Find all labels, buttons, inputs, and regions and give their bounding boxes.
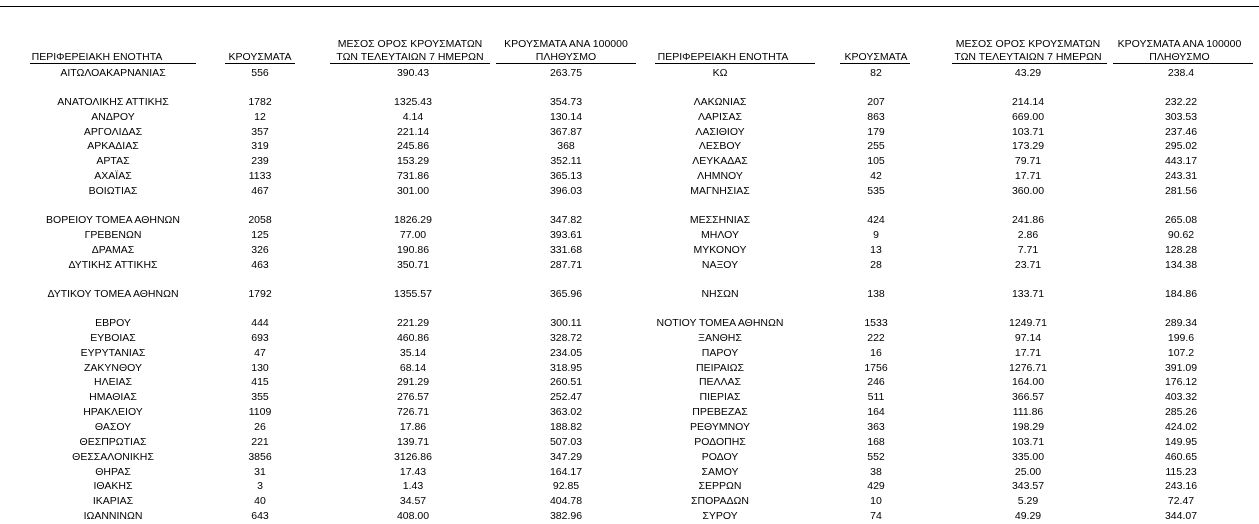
cell-avg: 25.00 xyxy=(1014,466,1042,478)
cell-per: 134.38 xyxy=(1164,259,1198,271)
cell-region: ΗΛΕΙΑΣ xyxy=(93,376,133,388)
cell-cases: 3856 xyxy=(248,451,272,463)
cell-per: 347.29 xyxy=(549,451,583,463)
cell-per: 460.65 xyxy=(1164,451,1198,463)
cell-avg: 49.29 xyxy=(1014,510,1042,522)
cell-per: 354.73 xyxy=(549,96,583,108)
cell-avg: 301.00 xyxy=(396,185,430,197)
cell-avg: 343.57 xyxy=(1011,480,1045,492)
cell-avg: 198.29 xyxy=(1011,421,1045,433)
header-region-right: ΠΕΡΙΦΕΡΕΙΑΚΗ ΕΝΟΤΗΤΑ xyxy=(657,51,789,63)
cell-cases: 221 xyxy=(251,436,269,448)
cell-per: 295.02 xyxy=(1164,140,1198,152)
header-underline xyxy=(496,63,636,64)
cell-cases: 444 xyxy=(251,317,269,329)
header-avg-right-line2: ΤΩΝ ΤΕΛΕΥΤΑΙΩΝ 7 ΗΜΕΡΩΝ xyxy=(954,51,1102,63)
cell-avg: 23.71 xyxy=(1014,259,1042,271)
cell-per: 90.62 xyxy=(1167,229,1195,241)
cell-cases: 552 xyxy=(867,451,885,463)
cell-region: ΛΑΡΙΣΑΣ xyxy=(698,111,742,123)
cell-region: ΖΑΚΥΝΘΟΥ xyxy=(83,362,143,374)
cell-avg: 17.71 xyxy=(1014,347,1042,359)
cell-region: ΠΡΕΒΕΖΑΣ xyxy=(692,406,748,418)
cell-region: ΜΥΚΟΝΟΥ xyxy=(693,244,747,256)
cell-cases: 222 xyxy=(867,332,885,344)
cell-avg: 1.43 xyxy=(402,480,424,492)
cell-cases: 355 xyxy=(251,391,269,403)
cell-avg: 17.43 xyxy=(399,466,427,478)
cell-region: ΣΑΜΟΥ xyxy=(701,466,739,478)
cell-per: 403.32 xyxy=(1164,391,1198,403)
cell-avg: 164.00 xyxy=(1011,376,1045,388)
cell-per: 285.26 xyxy=(1164,406,1198,418)
cell-region: ΘΑΣΟΥ xyxy=(94,421,132,433)
cell-avg: 77.00 xyxy=(399,229,427,241)
cell-cases: 511 xyxy=(867,391,885,403)
cell-per: 424.02 xyxy=(1164,421,1198,433)
cell-cases: 31 xyxy=(254,466,266,478)
cell-region: ΘΕΣΣΑΛΟΝΙΚΗΣ xyxy=(72,451,154,463)
cell-cases: 38 xyxy=(870,466,882,478)
cell-cases: 130 xyxy=(251,362,269,374)
cell-cases: 363 xyxy=(867,421,885,433)
cell-cases: 1756 xyxy=(864,362,888,374)
cell-per: 382.96 xyxy=(549,510,583,522)
cell-avg: 245.86 xyxy=(396,140,430,152)
cell-cases: 1782 xyxy=(248,96,272,108)
cell-avg: 43.29 xyxy=(1014,67,1042,79)
cell-avg: 3126.86 xyxy=(394,451,432,463)
cell-avg: 2.86 xyxy=(1017,229,1039,241)
cell-region: ΣΕΡΡΩΝ xyxy=(698,480,742,492)
cell-region: ΒΟΡΕΙΟΥ ΤΟΜΕΑ ΑΘΗΝΩΝ xyxy=(46,214,180,226)
cell-avg: 214.14 xyxy=(1011,96,1045,108)
cell-cases: 239 xyxy=(251,155,269,167)
cell-cases: 319 xyxy=(251,140,269,152)
cell-avg: 335.00 xyxy=(1011,451,1045,463)
cell-region: ΝΑΞΟΥ xyxy=(701,259,739,271)
cell-region: ΓΡΕΒΕΝΩΝ xyxy=(84,229,142,241)
cell-per: 287.71 xyxy=(549,259,583,271)
cell-avg: 1325.43 xyxy=(394,96,432,108)
cell-avg: 241.86 xyxy=(1011,214,1045,226)
cell-region: ΙΘΑΚΗΣ xyxy=(93,480,133,492)
cell-avg: 360.00 xyxy=(1011,185,1045,197)
header-avg-left xyxy=(320,38,500,64)
cell-per: 243.31 xyxy=(1164,170,1198,182)
cell-avg: 68.14 xyxy=(399,362,427,374)
cell-avg: 103.71 xyxy=(1011,436,1045,448)
cell-region: ΞΑΝΘΗΣ xyxy=(698,332,742,344)
cell-per: 115.23 xyxy=(1165,466,1197,478)
cell-cases: 74 xyxy=(870,510,882,522)
cell-region: ΗΜΑΘΙΑΣ xyxy=(89,391,137,403)
cell-region: ΔΡΑΜΑΣ xyxy=(91,244,135,256)
cell-region: ΜΗΛΟΥ xyxy=(701,229,739,241)
cell-per: 265.08 xyxy=(1164,214,1198,226)
cell-cases: 1109 xyxy=(248,406,272,418)
cell-region: ΛΑΚΩΝΙΑΣ xyxy=(693,96,747,108)
cell-per: 344.07 xyxy=(1164,510,1198,522)
cell-region: ΑΡΓΟΛΙΔΑΣ xyxy=(83,126,143,138)
cell-avg: 276.57 xyxy=(396,391,430,403)
cell-cases: 12 xyxy=(254,111,266,123)
cell-region: ΝΗΣΩΝ xyxy=(701,288,739,300)
cell-cases: 168 xyxy=(867,436,885,448)
cell-avg: 408.00 xyxy=(396,510,430,522)
cell-region: ΚΩ xyxy=(712,67,728,79)
cell-per: 391.09 xyxy=(1164,362,1198,374)
cell-cases: 415 xyxy=(251,376,269,388)
cell-region: ΣΠΟΡΑΔΩΝ xyxy=(691,495,749,507)
cell-per: 300.11 xyxy=(550,317,582,329)
cell-avg: 1355.57 xyxy=(394,288,432,300)
cell-per: 363.02 xyxy=(549,406,583,418)
cell-region: ΕΥΒΟΙΑΣ xyxy=(90,332,136,344)
header-underline xyxy=(330,63,490,64)
cell-region: ΒΟΙΩΤΙΑΣ xyxy=(88,185,138,197)
cell-per: 176.12 xyxy=(1164,376,1198,388)
cell-region: ΙΚΑΡΙΑΣ xyxy=(92,495,134,507)
cell-per: 365.13 xyxy=(549,170,583,182)
cell-region: ΡΟΔΟΥ xyxy=(701,451,739,463)
cell-avg: 4.14 xyxy=(402,111,424,123)
cell-avg: 17.71 xyxy=(1014,170,1042,182)
cell-region: ΛΗΜΝΟΥ xyxy=(697,170,743,182)
cell-avg: 103.71 xyxy=(1011,126,1045,138)
header-avg-left-line1: ΜΕΣΟΣ ΟΡΟΣ ΚΡΟΥΣΜΑΤΩΝ xyxy=(337,38,483,50)
cell-cases: 47 xyxy=(254,347,266,359)
cell-per: 507.03 xyxy=(549,436,583,448)
cell-per: 443.17 xyxy=(1164,155,1198,167)
cell-cases: 535 xyxy=(867,185,885,197)
cell-avg: 221.29 xyxy=(396,317,430,329)
header-avg-right-line1: ΜΕΣΟΣ ΟΡΟΣ ΚΡΟΥΣΜΑΤΩΝ xyxy=(955,38,1101,50)
cell-avg: 350.71 xyxy=(396,259,430,271)
cell-cases: 10 xyxy=(870,495,882,507)
cell-region: ΕΥΡΥΤΑΝΙΑΣ xyxy=(80,347,146,359)
cell-region: ΑΡΤΑΣ xyxy=(96,155,130,167)
cell-region: ΔΥΤΙΚΗΣ ΑΤΤΙΚΗΣ xyxy=(68,259,158,271)
cell-per: 367.87 xyxy=(549,126,583,138)
cell-region: ΑΙΤΩΛΟΑΚΑΡΝΑΝΙΑΣ xyxy=(60,67,166,79)
cell-per: 281.56 xyxy=(1164,185,1198,197)
header-underline xyxy=(952,63,1107,64)
cell-avg: 669.00 xyxy=(1011,111,1045,123)
cell-per: 260.51 xyxy=(549,376,583,388)
header-per-left-line2: ΠΛΗΘΥΣΜΟ xyxy=(535,51,597,63)
cell-per: 393.61 xyxy=(549,229,583,241)
cell-per: 237.46 xyxy=(1164,126,1198,138)
cell-region: ΠΑΡΟΥ xyxy=(701,347,739,359)
cell-avg: 35.14 xyxy=(399,347,427,359)
cell-avg: 460.86 xyxy=(396,332,430,344)
cell-avg: 34.57 xyxy=(399,495,427,507)
cell-avg: 5.29 xyxy=(1017,495,1039,507)
cell-region: ΑΝΑΤΟΛΙΚΗΣ ΑΤΤΙΚΗΣ xyxy=(57,96,169,108)
cell-region: ΛΑΣΙΘΙΟΥ xyxy=(695,126,745,138)
cell-region: ΑΧΑΪΑΣ xyxy=(94,170,132,182)
cell-region: ΣΥΡΟΥ xyxy=(702,510,738,522)
cell-per: 318.95 xyxy=(549,362,583,374)
cell-per: 396.03 xyxy=(549,185,583,197)
cell-cases: 82 xyxy=(870,67,882,79)
cell-avg: 731.86 xyxy=(396,170,430,182)
cell-cases: 255 xyxy=(867,140,885,152)
cell-cases: 3 xyxy=(257,480,263,492)
cell-region: ΙΩΑΝΝΙΝΩΝ xyxy=(83,510,143,522)
header-per-right xyxy=(1100,38,1259,64)
cell-per: 107.2 xyxy=(1167,347,1195,359)
cell-per: 303.53 xyxy=(1164,111,1198,123)
cell-per: 164.17 xyxy=(549,466,583,478)
cell-per: 234.05 xyxy=(549,347,583,359)
cell-cases: 26 xyxy=(254,421,266,433)
cell-cases: 9 xyxy=(873,229,879,241)
cell-region: ΜΑΓΝΗΣΙΑΣ xyxy=(690,185,750,197)
cell-per: 199.6 xyxy=(1167,332,1195,344)
cell-avg: 726.71 xyxy=(396,406,430,418)
cell-cases: 556 xyxy=(251,67,269,79)
cell-cases: 326 xyxy=(251,244,269,256)
cell-region: ΛΕΣΒΟΥ xyxy=(698,140,742,152)
cell-per: 243.16 xyxy=(1164,480,1198,492)
cell-region: ΕΒΡΟΥ xyxy=(95,317,131,329)
cell-cases: 207 xyxy=(867,96,885,108)
cell-avg: 1276.71 xyxy=(1009,362,1047,374)
cell-per: 72.47 xyxy=(1167,495,1195,507)
top-rule xyxy=(0,6,1259,7)
cell-cases: 643 xyxy=(251,510,269,522)
cell-cases: 357 xyxy=(251,126,269,138)
cell-region: ΡΟΔΟΠΗΣ xyxy=(694,436,746,448)
cell-per: 404.78 xyxy=(549,495,583,507)
cell-cases: 1792 xyxy=(248,288,272,300)
cell-cases: 105 xyxy=(867,155,885,167)
cell-per: 347.82 xyxy=(549,214,583,226)
cell-cases: 693 xyxy=(251,332,269,344)
cell-cases: 429 xyxy=(867,480,885,492)
cell-per: 184.86 xyxy=(1164,288,1198,300)
cell-avg: 390.43 xyxy=(396,67,430,79)
cell-region: ΑΝΔΡΟΥ xyxy=(91,111,135,123)
cell-cases: 424 xyxy=(867,214,885,226)
cell-per: 252.47 xyxy=(549,391,583,403)
header-region-left: ΠΕΡΙΦΕΡΕΙΑΚΗ ΕΝΟΤΗΤΑ xyxy=(31,51,163,63)
cell-avg: 133.71 xyxy=(1011,288,1045,300)
cell-cases: 42 xyxy=(870,170,882,182)
cell-region: ΜΕΣΣΗΝΙΑΣ xyxy=(689,214,751,226)
header-cases-left: ΚΡΟΥΣΜΑΤΑ xyxy=(228,51,292,63)
header-underline xyxy=(225,63,295,64)
cell-cases: 863 xyxy=(867,111,885,123)
cell-region: ΔΥΤΙΚΟΥ ΤΟΜΕΑ ΑΘΗΝΩΝ xyxy=(47,288,179,300)
cell-per: 368 xyxy=(557,140,575,152)
cell-avg: 1826.29 xyxy=(394,214,432,226)
header-avg-left-line2: ΤΩΝ ΤΕΛΕΥΤΑΙΩΝ 7 ΗΜΕΡΩΝ xyxy=(336,51,484,63)
cell-per: 289.34 xyxy=(1164,317,1198,329)
header-per-right-line1: ΚΡΟΥΣΜΑΤΑ ΑΝΑ 100000 xyxy=(1117,38,1242,50)
header-avg-right xyxy=(938,38,1118,64)
cell-per: 128.28 xyxy=(1164,244,1198,256)
cell-cases: 13 xyxy=(870,244,882,256)
cell-cases: 2058 xyxy=(248,214,272,226)
cell-region: ΠΕΛΛΑΣ xyxy=(698,376,742,388)
cell-region: ΑΡΚΑΔΙΑΣ xyxy=(87,140,139,152)
cell-region: ΠΕΙΡΑΙΩΣ xyxy=(696,362,744,374)
cell-avg: 366.57 xyxy=(1011,391,1045,403)
cell-per: 365.96 xyxy=(549,288,583,300)
cell-region: ΡΕΘΥΜΝΟΥ xyxy=(689,421,751,433)
cell-per: 331.68 xyxy=(549,244,583,256)
header-underline xyxy=(840,63,910,64)
cell-cases: 16 xyxy=(870,347,882,359)
cell-per: 263.75 xyxy=(549,67,583,79)
cell-cases: 467 xyxy=(251,185,269,197)
cell-cases: 1133 xyxy=(248,170,272,182)
header-underline xyxy=(1113,63,1253,64)
header-cases-right: ΚΡΟΥΣΜΑΤΑ xyxy=(844,51,908,63)
cell-cases: 1533 xyxy=(864,317,888,329)
cell-avg: 111.86 xyxy=(1012,406,1044,418)
cell-per: 188.82 xyxy=(549,421,583,433)
cell-region: ΘΗΡΑΣ xyxy=(95,466,131,478)
cell-avg: 221.14 xyxy=(396,126,430,138)
cell-per: 238.4 xyxy=(1167,67,1195,79)
header-underline xyxy=(655,63,815,64)
cell-cases: 40 xyxy=(254,495,266,507)
header-per-left xyxy=(486,38,646,64)
cell-region: ΛΕΥΚΑΔΑΣ xyxy=(692,155,748,167)
header-underline xyxy=(30,63,196,64)
cell-cases: 463 xyxy=(251,259,269,271)
cell-per: 149.95 xyxy=(1164,436,1198,448)
cell-avg: 190.86 xyxy=(396,244,430,256)
cell-avg: 17.86 xyxy=(399,421,427,433)
cell-per: 92.85 xyxy=(552,480,580,492)
cell-avg: 291.29 xyxy=(396,376,430,388)
cell-avg: 79.71 xyxy=(1014,155,1042,167)
header-per-right-line2: ΠΛΗΘΥΣΜΟ xyxy=(1149,51,1210,63)
cell-per: 232.22 xyxy=(1164,96,1198,108)
header-per-left-line1: ΚΡΟΥΣΜΑΤΑ ΑΝΑ 100000 xyxy=(504,38,628,50)
cell-avg: 153.29 xyxy=(396,155,430,167)
cell-per: 130.14 xyxy=(549,111,583,123)
cell-cases: 28 xyxy=(870,259,882,271)
cell-cases: 125 xyxy=(251,229,269,241)
cell-per: 352.11 xyxy=(550,155,582,167)
cell-region: ΝΟΤΙΟΥ ΤΟΜΕΑ ΑΘΗΝΩΝ xyxy=(656,317,784,329)
cell-avg: 139.71 xyxy=(396,436,430,448)
cell-avg: 1249.71 xyxy=(1009,317,1047,329)
cell-per: 328.72 xyxy=(549,332,583,344)
cell-cases: 179 xyxy=(867,126,885,138)
cell-region: ΗΡΑΚΛΕΙΟΥ xyxy=(83,406,143,418)
cell-region: ΘΕΣΠΡΩΤΙΑΣ xyxy=(79,436,147,448)
cell-cases: 246 xyxy=(867,376,885,388)
cell-avg: 7.71 xyxy=(1017,244,1039,256)
cell-avg: 97.14 xyxy=(1014,332,1042,344)
cell-region: ΠΙΕΡΙΑΣ xyxy=(699,391,741,403)
cell-cases: 164 xyxy=(867,406,885,418)
cell-avg: 173.29 xyxy=(1011,140,1045,152)
cell-cases: 138 xyxy=(867,288,885,300)
